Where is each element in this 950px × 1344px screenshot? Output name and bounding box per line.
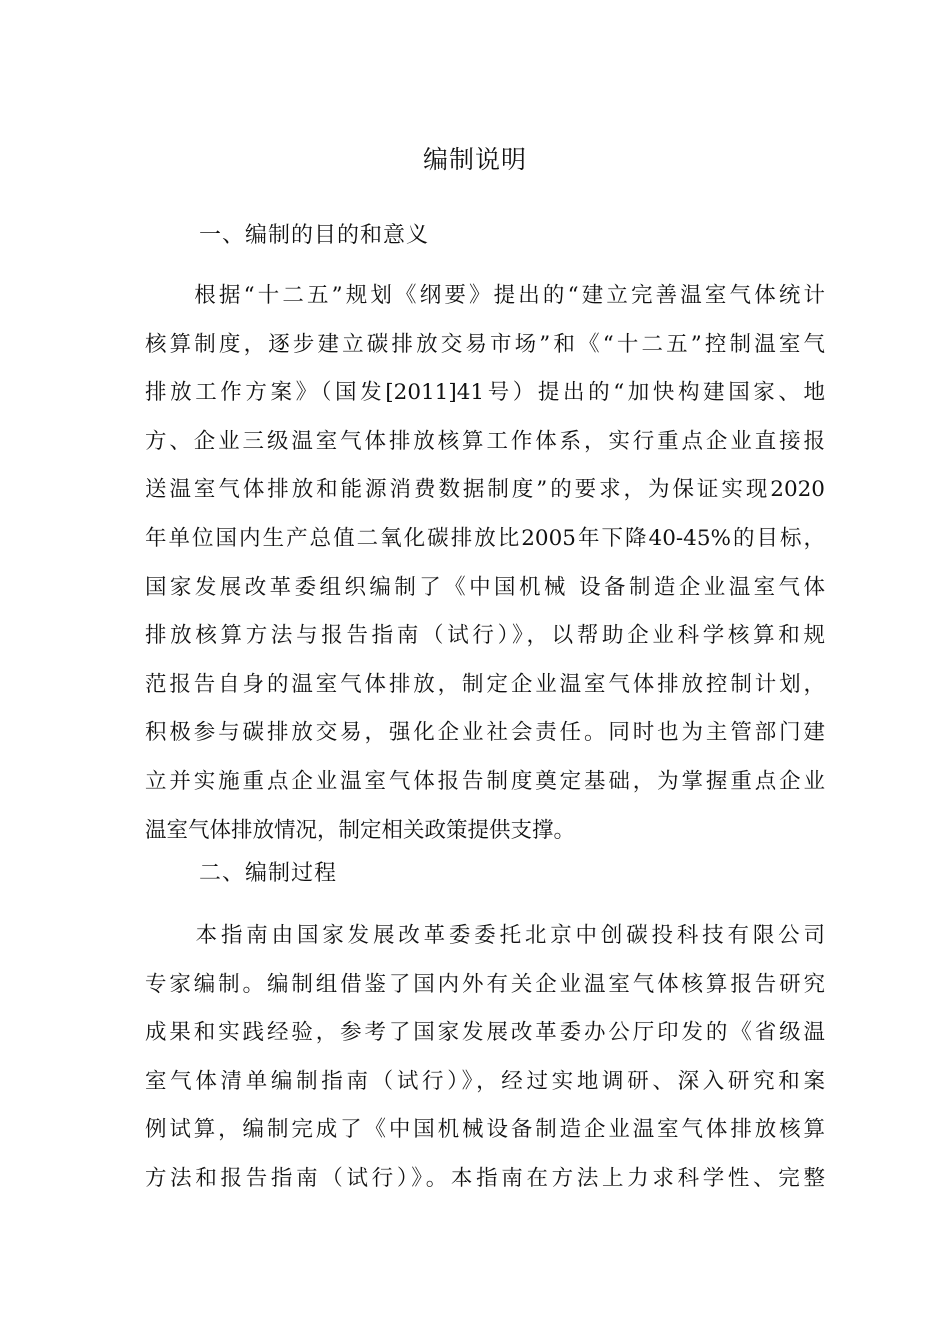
text-line: 积极参与碳排放交易，强化企业社会责任。同时也为主管部门建 [145, 720, 825, 746]
text-line: 室气体清单编制指南（试行）》，经过实地调研、深入研究和案 [145, 1068, 825, 1094]
text-line: 年单位国内生产总值二氧化碳排放比2005年下降40-45%的目标， [145, 525, 825, 551]
text-line: 成果和实践经验，参考了国家发展改革委办公厅印发的《省级温 [145, 1020, 825, 1046]
text-line: 范报告自身的温室气体排放，制定企业温室气体排放控制计划， [145, 671, 825, 697]
text-line: 方、企业三级温室气体排放核算工作体系，实行重点企业直接报 [145, 428, 825, 454]
text-line: 温室气体排放情况，制定相关政策提供支撑。 [145, 817, 576, 843]
section-heading-process: 二、编制过程 [199, 861, 338, 886]
text-line: 送温室气体排放和能源消费数据制度”的要求，为保证实现2020 [145, 477, 825, 503]
text-line: 本指南由国家发展改革委委托北京中创碳投科技有限公司 [145, 923, 825, 948]
section-heading-purpose: 一、编制的目的和意义 [199, 223, 430, 248]
paragraph-purpose [145, 272, 825, 855]
text-line: 例试算，编制完成了《中国机械设备制造企业温室气体排放核算 [145, 1117, 825, 1143]
text-line: 立并实施重点企业温室气体报告制度奠定基础，为掌握重点企业 [145, 768, 825, 794]
text-line: 根据“十二五”规划《纲要》提出的“建立完善温室气体统计 [145, 283, 825, 308]
text-line: 方法和报告指南（试行）》。本指南在方法上力求科学性、完整 [145, 1165, 825, 1191]
document-title: 编制说明 [422, 145, 527, 174]
text-line: 排放工作方案》（国发[2011]41号）提出的“加快构建国家、地 [145, 380, 825, 406]
text-line: 专家编制。编制组借鉴了国内外有关企业温室气体核算报告研究 [145, 971, 825, 997]
text-line: 核算制度，逐步建立碳排放交易市场”和《“十二五”控制温室气 [145, 331, 825, 357]
text-line: 排放核算方法与报告指南（试行）》，以帮助企业科学核算和规 [145, 623, 825, 649]
paragraph-process [145, 912, 825, 1204]
text-line: 国家发展改革委组织编制了《中国机械 设备制造企业温室气体 [145, 574, 825, 600]
